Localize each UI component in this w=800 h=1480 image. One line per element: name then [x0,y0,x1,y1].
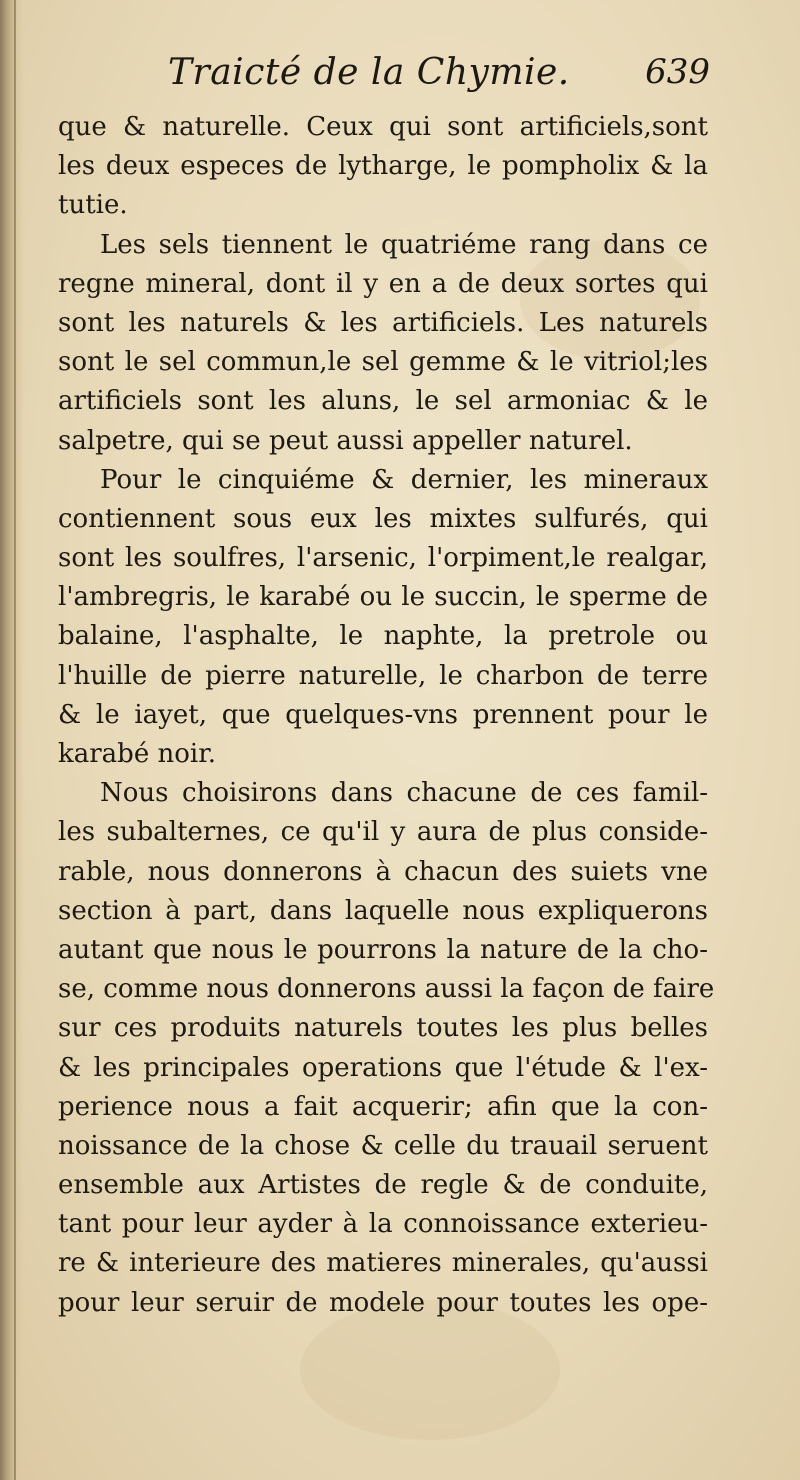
text-line: l'huille de pierre naturelle, le charbon de terre [58,660,708,691]
binding-gutter [0,0,24,1480]
text-line: autant que nous le pourrons la nature de la cho- [58,934,708,965]
text-line: l'ambregris, le karabé ou le succin, le sperme de [58,582,708,613]
page-number: 639 [645,52,710,92]
text-line: sont les soulfres, l'arsenic, l'orpiment,le realgar, [58,543,708,574]
text-line: salpetre, qui se peut aussi appeller naturel. [58,425,633,456]
text-line: sont le sel commun,le sel gemme & le vitriol;les [58,347,708,378]
text-line: artificiels sont les aluns, le sel armoniac & le [58,386,708,417]
body-text [58,108,715,1323]
text-line: tant pour leur ayder à la connoissance exterieu- [58,1209,708,1240]
text-line: section à part, dans laquelle nous expliquerons [58,895,708,926]
text-line: & le iayet, que quelques-vns prennent pour le [58,699,708,730]
text-line: & les principales operations que l'étude & l'ex- [58,1052,708,1083]
text-line: regne mineral, dont il y en a de deux sortes qui [58,268,708,299]
text-line: tutie. [58,190,128,221]
text-line: re & interieure des matieres minerales, qu'aussi [58,1248,708,1279]
text-line: karabé noir. [58,739,217,769]
text-line: balaine, l'asphalte, le naphte, la pretrole ou [58,621,708,652]
text-line: Pour le cinquiéme & dernier, les mineraux [100,464,708,495]
text-line: que & naturelle. Ceux qui sont artificiels,sont [58,112,708,142]
text-line: ensemble aux Artistes de regle & de conduite, [58,1170,708,1201]
text-line: Les sels tiennent le quatriéme rang dans ce [100,229,708,260]
text-line: les deux especes de lytharge, le pompholix & la [58,151,708,182]
text-line: noissance de la chose & celle du trauail seruent [58,1130,708,1161]
text-line: sur ces produits naturels toutes les plus belles [58,1013,708,1044]
running-title: Traicté de la Chymie. [168,52,570,93]
page-header [160,52,720,108]
text-line: se, comme nous donnerons aussi la façon de faire [58,974,715,1005]
text-line: les subalternes, ce qu'il y aura de plus conside- [58,817,708,848]
text-line: sont les naturels & les artificiels. Les naturels [58,307,708,338]
text-line: perience nous a fait acquerir; afin que la con- [58,1091,708,1122]
text-line: Nous choisirons dans chacune de ces famil- [100,778,708,809]
page-edge [14,0,16,1480]
text-line: pour leur seruir de modele pour toutes les ope- [58,1287,708,1318]
text-line: contiennent sous eux les mixtes sulfurés, qui [58,503,708,534]
text-line: rable, nous donnerons à chacun des suiets vne [58,856,708,887]
